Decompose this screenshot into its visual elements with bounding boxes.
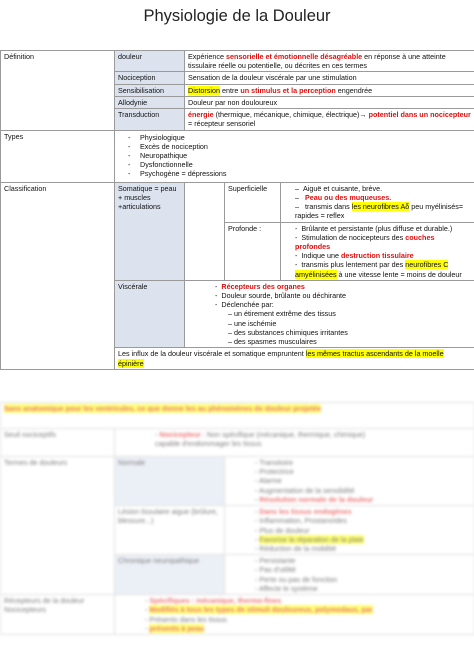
influx-note: Les influx de la douleur viscérale et somatique empruntent les mêmes tractus ascendants de la moelle épinière	[115, 348, 474, 369]
term-douleur: douleur	[115, 51, 185, 72]
term-nociception: Nociception	[115, 72, 185, 84]
blurred-label: Chronique neuropathique	[115, 555, 225, 595]
physiology-table	[0, 50, 474, 370]
list-item: – des spasmes musculaires	[228, 337, 317, 347]
superficielle-label: Superficielle	[225, 182, 281, 222]
viscerale-content	[185, 280, 474, 348]
profonde-content	[281, 222, 474, 280]
list-item: - Protectrice	[255, 467, 294, 477]
definition-douleur: Expérience sensorielle et émotionnelle désagréable en réponse à une atteinte tissulaire réelle ou potentielle, ou décrites en ces termes	[185, 51, 474, 72]
types-list	[118, 133, 471, 179]
definition-nociception: Sensation de la douleur viscérale par une stimulation	[185, 72, 474, 84]
list-item: - Réduction de la mobilité	[255, 543, 337, 553]
list-item: - Favorise la réparation de la plaie	[255, 534, 364, 544]
blurred-table	[0, 402, 474, 635]
list-item: - Spécifiques : mécanique, thermo-fines	[145, 596, 282, 606]
list-item: - présents à peau	[145, 623, 205, 633]
somatique-label: Somatique = peau + muscles +articulations	[115, 182, 185, 280]
list-item: - Perte ou pas de fonction	[255, 574, 338, 584]
list-item: - Affecte le système	[255, 583, 318, 593]
list-item: - Indique une destruction tissulaire	[295, 251, 414, 261]
section-label-types: Types	[1, 130, 115, 182]
viscerale-label: Viscérale	[115, 280, 185, 348]
list-item: - Résolution normale de la douleur	[255, 494, 374, 504]
list-item: - Pas d'utilité	[255, 565, 296, 575]
blurred-label: Récepteurs de la douleur Nocicepteurs	[1, 595, 115, 635]
list-item: - Stimulation de nocicepteurs des couches profondes	[295, 232, 435, 251]
list-item: - Récepteurs des organes	[215, 281, 305, 291]
blurred-label: Normale	[115, 457, 225, 506]
list-item: - Persistante	[255, 556, 296, 566]
term-allodynie: Allodynie	[115, 96, 185, 108]
list-item: - Présents dans les tissus	[145, 614, 227, 624]
blurred-row	[225, 506, 474, 555]
definition-allodynie: Douleur par non douloureux	[185, 96, 474, 108]
blurred-row: - Nocicepteur : Non spécifique (mécanique, thermique, chimique) capable d'endommager les tissus	[115, 429, 474, 457]
list-item: - Alarme	[255, 476, 282, 486]
list-item: - Physiologique	[118, 133, 471, 142]
list-item: - Inflammation, Prostanoïdes	[255, 516, 347, 526]
list-item: - Modifiés à tous les types de stimuli douloureux, polymodaux, par	[145, 605, 373, 615]
list-item: - Déclenchée par:	[215, 300, 274, 310]
list-item: – Aiguë et cuisante, brève.	[295, 183, 383, 193]
blurred-row	[115, 595, 474, 635]
list-item: – un étirement extrême des tissus	[228, 309, 336, 319]
definition-sensibilisation: Distorsion entre un stimulus et la perception engendrée	[185, 84, 474, 96]
list-item: - Excès de nociception	[118, 142, 471, 151]
superficielle-content	[281, 182, 474, 222]
list-item: - Augmentation de la sensibilité	[255, 485, 355, 495]
list-item: – transmis dans les neurofibres Aδ peu myélinisés= rapides = reflex	[295, 202, 464, 221]
term-transduction: Transduction	[115, 109, 185, 130]
term-sensibilisation: Sensibilisation	[115, 84, 185, 96]
list-item: - Transitoire	[255, 458, 293, 467]
list-item: - Neuropathique	[118, 151, 471, 160]
blurred-label: Lésion tissulaire aigue (brûlure, blessure...)	[115, 506, 225, 555]
section-label-classification: Classification	[1, 182, 115, 369]
list-item: - Dans les tissus endogènes	[255, 507, 352, 517]
definition-transduction: énergie (thermique, mécanique, chimique, électrique)→ potentiel dans un nocicepteur = récepteur sensoriel	[185, 109, 474, 130]
blurred-label: Seuil nociceptifs	[1, 429, 115, 457]
list-item: - Plus de douleur	[255, 525, 310, 535]
blurred-row	[225, 457, 474, 506]
section-label-definition: Définition	[1, 51, 115, 131]
list-item: - Dysfonctionnelle	[118, 160, 471, 169]
list-item: - Douleur sourde, brûlante ou déchirante	[215, 291, 347, 301]
list-item: - Brûlante et persistante (plus diffuse et durable.)	[295, 223, 453, 233]
page-title: Physiologie de la Douleur	[143, 7, 331, 25]
types-cell	[115, 130, 474, 182]
list-item: - Psychogène = dépressions	[118, 169, 471, 178]
blurred-preview-region	[0, 402, 474, 670]
blurred-row: Sans anatomique pour les ventricules, ce que donne les au phénomènes de douleur projetée	[1, 403, 474, 429]
profonde-label: Profonde :	[225, 222, 281, 280]
blurred-row	[225, 555, 474, 595]
list-item: – des substances chimiques irritantes	[228, 327, 348, 337]
list-item: - transmis plus lentement par des neurofibres C amyélinisées à une vitesse lente = moins de douleur	[295, 260, 462, 279]
list-item: – Peau ou des muqueuses.	[295, 192, 392, 202]
list-item: – une ischémie	[228, 318, 277, 328]
blurred-label: Termes de douleurs	[1, 457, 115, 595]
